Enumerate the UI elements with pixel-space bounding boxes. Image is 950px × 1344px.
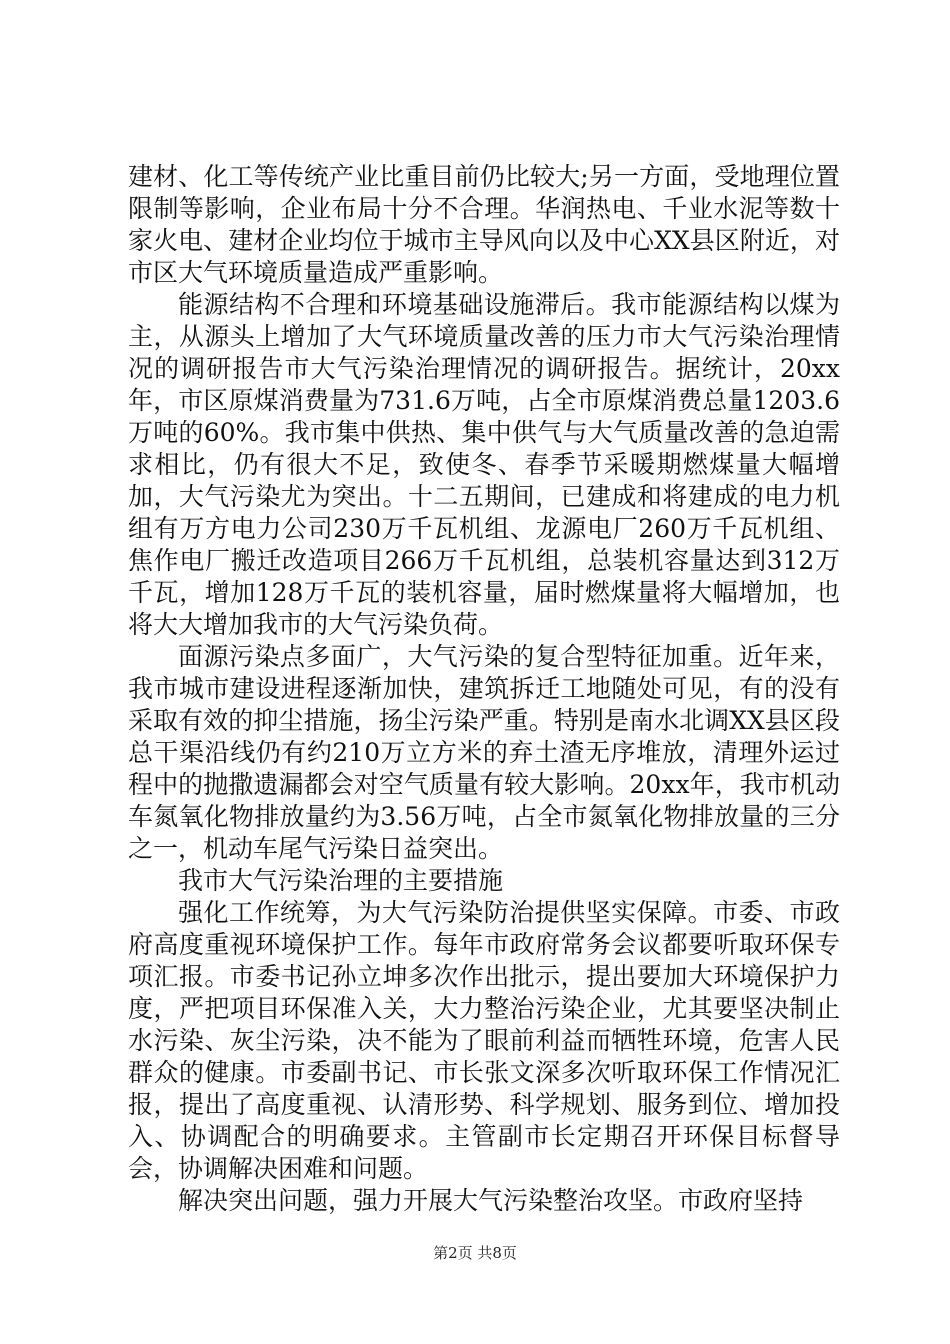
- paragraph-industry-layout: 建材、化工等传统产业比重目前仍比较大;另一方面，受地理位置限制等影响，企业布局十分不合理。华润热电、千业水泥等数十家火电、建材企业均位于城市主导风向以及中心XX县区附近，对市区大气环境质量造成严重影响。: [128, 162, 840, 287]
- paragraph-area-pollution: 面源污染点多面广，大气污染的复合型特征加重。近年来，我市城市建设进程逐渐加快，建筑拆迁工地随处可见，有的没有采取有效的抑尘措施，扬尘污染严重。特别是南水北调XX县区段总干渠沿线仍有约210万立方米的弃土渣无序堆放，清理外运过程中的抛撒遗漏都会对空气质量有较大影响。20xx年，我市机动车氮氧化物排放量约为3.56万吨，占全市氮氧化物排放量的三分之一，机动车尾气污染日益突出。: [128, 642, 840, 863]
- paragraph-energy-structure: 能源结构不合理和环境基础设施滞后。我市能源结构以煤为主，从源头上增加了大气环境质量改善的压力市大气污染治理情况的调研报告市大气污染治理情况的调研报告。据统计，20xx年，市区原煤消费量为731.6万吨，占全市原煤消费总量1203.6万吨的60%。我市集中供热、集中供气与大气质量改善的急迫需求相比，仍有很大不足，致使冬、春季节采暖期燃煤量大幅增加，大气污染尤为突出。十二五期间，已建成和将建成的电力机组有万方电力公司230万千瓦机组、龙源电厂260万千瓦机组、焦作电厂搬迁改造项目266万千瓦机组，总装机容量达到312万千瓦，增加128万千瓦的装机容量，届时燃煤量将大幅增加，也将大大增加我市的大气污染负荷。: [128, 290, 840, 639]
- document-body: [128, 161, 840, 1217]
- section-heading-main-measures: 我市大气污染治理的主要措施: [178, 866, 504, 895]
- paragraph-key-problems: 解决突出问题，强力开展大气污染整治攻坚。市政府坚持: [178, 1186, 804, 1215]
- page-footer: 第2页 共8页: [433, 1244, 517, 1262]
- paragraph-coordination: 强化工作统筹，为大气污染防治提供坚实保障。市委、市政府高度重视环境保护工作。每年市政府常务会议都要听取环保专项汇报。市委书记孙立坤多次作出批示，提出要加大环境保护力度，严把项目环保准入关，大力整治污染企业，尤其要坚决制止水污染、灰尘污染，决不能为了眼前利益而牺牲环境，危害人民群众的健康。市委副书记、市长张文深多次听取环保工作情况汇报，提出了高度重视、认清形势、科学规划、服务到位、增加投入、协调配合的明确要求。主管副市长定期召开环保目标督导会，协调解决困难和问题。: [128, 898, 840, 1183]
